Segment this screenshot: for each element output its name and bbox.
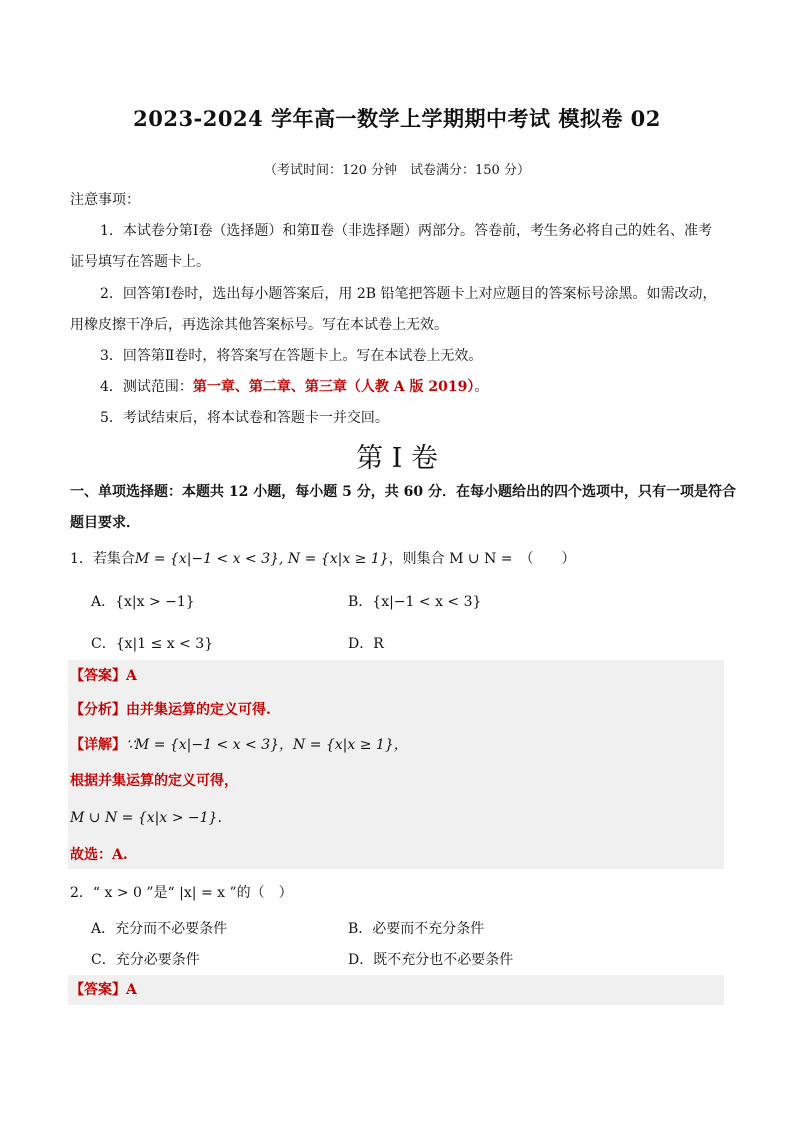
q1-option-c: C．{x|1 ≤ x < 3} — [91, 636, 214, 652]
q1-analysis-label: 【分析】 — [70, 702, 126, 718]
note-2-line-2: 用橡皮擦干净后，再选涂其他答案标号。写在本试卷上无效。 — [70, 317, 448, 333]
note-4-suffix: 。 — [474, 379, 489, 395]
q1-analysis — [70, 700, 730, 720]
q1-stem-math: M = {x|−1 < x < 3}, N = {x|x ≥ 1} — [134, 551, 389, 567]
q1-option-b: B．{x|−1 < x < 3} — [348, 594, 482, 610]
q1-detail-3: M ∪ N = {x|x > −1}. — [70, 810, 222, 826]
q1-choose: 故选：A. — [70, 847, 128, 863]
notes-heading: 注意事项： — [70, 192, 140, 208]
q1-detail-2: 根据并集运算的定义可得， — [70, 773, 238, 789]
note-2-line-1: 2．回答第Ⅰ卷时，选出每小题答案后，用 2B 铅笔把答题卡上对应题目的答案标号涂黑。如需改动， — [100, 286, 717, 302]
page-title: 2023-2024 学年高一数学上学期期中考试 模拟卷 02 — [133, 106, 661, 131]
q2-option-c: C．充分必要条件 — [91, 952, 200, 968]
q1-answer: 【答案】A — [70, 668, 137, 684]
exam-time-info: （考试时间：120 分钟 试卷满分：150 分） — [264, 163, 530, 178]
q1-option-a: A．{x|x > −1} — [91, 594, 195, 610]
part1-instructions-line-1: 一、单项选择题：本题共 12 小题，每小题 5 分，共 60 分．在每小题给出的四个选项中，只有一项是符合 — [70, 484, 736, 500]
note-4 — [100, 377, 760, 397]
q1-detail-label: 【详解】 — [70, 737, 126, 753]
q1-stem — [70, 549, 730, 569]
q1-option-d: D．R — [348, 636, 384, 652]
q2-stem: 2．“ x > 0 ”是“ |x| = x ”的（ ） — [70, 885, 293, 901]
test-range: 第一章、第二章、第三章（人教 A 版 2019） — [192, 379, 475, 395]
note-1-line-2: 证号填写在答题卡上。 — [70, 254, 210, 270]
q2-answer: 【答案】A — [70, 982, 137, 998]
note-5: 5．考试结束后，将本试卷和答题卡一并交回。 — [100, 410, 389, 426]
q1-detail-math: ∵M = {x|−1 < x < 3}，N = {x|x ≥ 1}， — [126, 737, 408, 753]
note-1-line-1: 1．本试卷分第Ⅰ卷（选择题）和第Ⅱ卷（非选择题）两部分。答卷前，考生务必将自己的姓名、准考 — [100, 223, 712, 239]
section-title: 第 I 卷 — [356, 443, 438, 474]
note-3: 3．回答第Ⅱ卷时，将答案写在答题卡上。写在本试卷上无效。 — [100, 348, 483, 364]
q1-solution-box — [68, 660, 724, 869]
q2-option-a: A．充分而不必要条件 — [91, 921, 228, 937]
q2-option-b: B．必要而不充分条件 — [348, 921, 485, 937]
q1-detail — [70, 735, 730, 755]
q2-option-d: D．既不充分也不必要条件 — [348, 952, 514, 968]
q1-stem-suffix: ，则集合 M ∪ N = （ ） — [388, 551, 576, 567]
q1-stem-prefix: 1．若集合 — [70, 551, 135, 567]
note-4-prefix: 4．测试范围： — [100, 379, 193, 395]
q1-analysis-text: 由并集运算的定义可得. — [126, 702, 271, 718]
part1-instructions-line-2: 题目要求． — [70, 515, 140, 531]
